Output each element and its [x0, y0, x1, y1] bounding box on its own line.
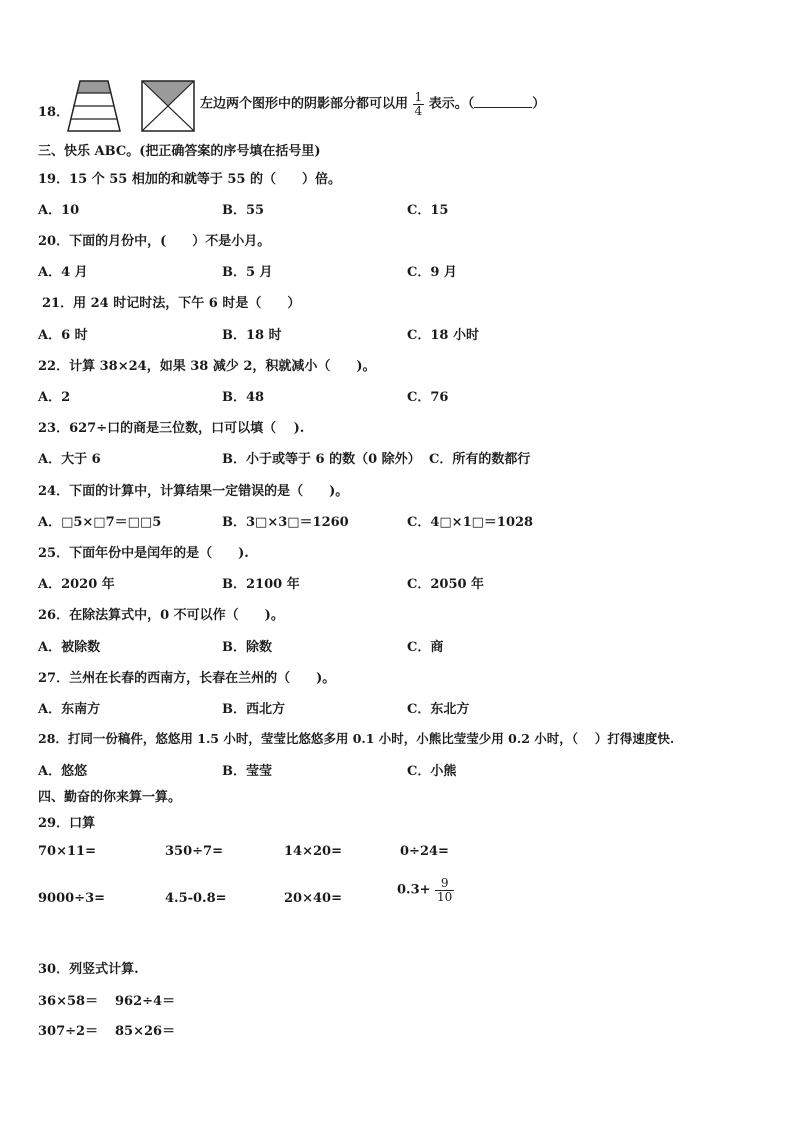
q27-option-c[interactable]: C．东北方: [407, 702, 470, 717]
q30-r1-c2: 962÷4＝: [115, 994, 176, 1009]
q21-stem: 21．用 24 时记时法，下午 6 时是（ ）: [42, 296, 301, 311]
q29-r1-c2: 350÷7=: [165, 844, 223, 859]
q18-text-before: 左边两个图形中的阴影部分都可以用: [200, 96, 409, 112]
q22-option-a[interactable]: A．2: [38, 390, 71, 405]
q25-stem: 25．下面年份中是闰年的是（ ).: [38, 546, 249, 561]
q29-r1-c3: 14×20=: [284, 844, 342, 859]
q24-stem: 24．下面的计算中，计算结果一定错误的是（ )。: [38, 484, 349, 499]
section4-title: 四、勤奋的你来算一算。: [38, 790, 182, 805]
q18-fraction: [413, 91, 425, 117]
q22-stem: 22．计算 38×24，如果 38 减少 2，积就减小（ )。: [38, 359, 376, 374]
q18-fraction-den: 4: [414, 103, 423, 118]
q29-title: 29．口算: [38, 816, 96, 831]
q30-r1-c1: 36×58＝: [38, 994, 99, 1009]
trapezoid-shaded-band: [77, 81, 111, 93]
q23-option-b[interactable]: B．小于或等于 6 的数（0 除外）: [222, 452, 421, 467]
q29-r2-c3: 20×40=: [284, 891, 342, 906]
q29-r2-c4: [397, 877, 454, 903]
q18-close: ）: [532, 96, 546, 112]
q29-r2-c4-text: 0.3+: [397, 882, 431, 898]
q30-r2-c1: 307÷2＝: [38, 1024, 99, 1039]
q21-option-c[interactable]: C．18 小时: [407, 328, 479, 343]
q29-r1-c1: 70×11=: [38, 844, 96, 859]
q29-r1-c4: 0÷24=: [400, 844, 449, 859]
q29-fraction-den: 10: [437, 889, 453, 904]
q28-stem: 28．打同一份稿件，悠悠用 1.5 小时，莹莹比悠悠多用 0.1 小时，小熊比莹莹少用 0.2 小时，（ ）打得速度快.: [38, 731, 675, 746]
trapezoid-figure: [66, 79, 122, 134]
q28-option-a[interactable]: A．悠悠: [38, 764, 88, 779]
q20-option-b[interactable]: B．5 月: [222, 265, 273, 280]
q20-option-c[interactable]: C．9 月: [407, 265, 457, 280]
q29-r2-c1: 9000÷3=: [38, 891, 106, 906]
q19-option-b[interactable]: B．55: [222, 203, 265, 218]
q26-option-b[interactable]: B．除数: [222, 640, 272, 655]
q30-title: 30．列竖式计算.: [38, 962, 139, 977]
q24-option-c[interactable]: C．4□×1□＝1028: [407, 515, 534, 530]
q29-fraction-num: 9: [435, 877, 454, 891]
q27-option-b[interactable]: B．西北方: [222, 702, 285, 717]
q20-stem: 20．下面的月份中，( ）不是小月。: [38, 234, 271, 249]
q24-option-a[interactable]: A．□5×□7＝□□5: [38, 515, 162, 530]
square-shaded-triangle: [142, 81, 194, 106]
q28-option-c[interactable]: C．小熊: [407, 764, 457, 779]
q30-r2-c2: 85×26＝: [115, 1024, 176, 1039]
q19-stem: 19．15 个 55 相加的和就等于 55 的（ ）倍。: [38, 172, 341, 187]
q19-option-a[interactable]: A．10: [38, 203, 80, 218]
q23-stem: 23．627÷口的商是三位数，口可以填（ ).: [38, 421, 305, 436]
q18-statement: [200, 91, 545, 117]
square-figure: [140, 79, 196, 133]
q22-option-c[interactable]: C．76: [407, 390, 449, 405]
q18-number: 18．: [38, 105, 70, 120]
q25-option-b[interactable]: B．2100 年: [222, 577, 300, 592]
q27-stem: 27．兰州在长春的西南方，长春在兰州的（ )。: [38, 671, 336, 686]
q25-option-a[interactable]: A．2020 年: [38, 577, 115, 592]
q22-option-b[interactable]: B．48: [222, 390, 265, 405]
q27-option-a[interactable]: A．东南方: [38, 702, 101, 717]
section3-title: 三、快乐 ABC。(把正确答案的序号填在括号里): [38, 144, 321, 159]
q23-option-c[interactable]: C．所有的数都行: [429, 452, 531, 467]
q29-r2-c2: 4.5-0.8=: [165, 891, 227, 906]
q29-fraction: [435, 877, 454, 903]
q24-option-b[interactable]: B．3□×3□＝1260: [222, 515, 349, 530]
q23-option-a[interactable]: A．大于 6: [38, 452, 101, 467]
q26-stem: 26．在除法算式中，0 不可以作（ )。: [38, 608, 284, 623]
q19-option-c[interactable]: C．15: [407, 203, 449, 218]
q21-option-a[interactable]: A．6 时: [38, 328, 88, 343]
q18-text-after: 表示。（: [428, 96, 475, 112]
q28-option-b[interactable]: B．莹莹: [222, 764, 272, 779]
q25-option-c[interactable]: C．2050 年: [407, 577, 485, 592]
q26-option-a[interactable]: A．被除数: [38, 640, 101, 655]
q26-option-c[interactable]: C．商: [407, 640, 444, 655]
q20-option-a[interactable]: A．4 月: [38, 265, 88, 280]
q18-answer-blank[interactable]: [474, 95, 532, 108]
q18-fraction-num: 1: [414, 90, 423, 104]
q21-option-b[interactable]: B．18 时: [222, 328, 282, 343]
